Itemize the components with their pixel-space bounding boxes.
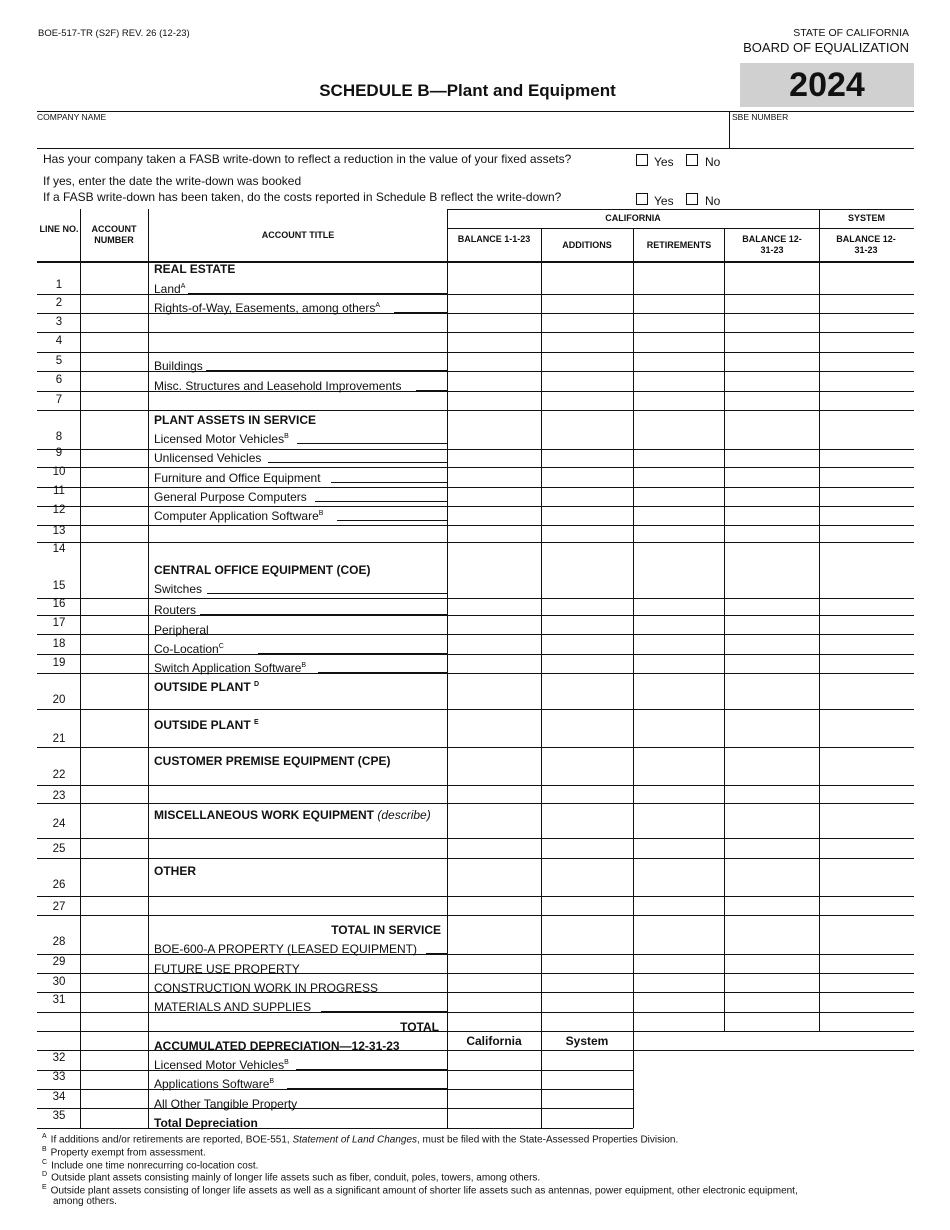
writedown-date-field[interactable] (330, 172, 610, 188)
fill-line-computer-software[interactable] (337, 520, 447, 521)
fill-line-routers[interactable] (200, 614, 447, 615)
line-number: 15 (52, 580, 66, 592)
line-number: 32 (52, 1052, 66, 1064)
title-switches: Switches (154, 582, 203, 596)
fill-line-buildings[interactable] (206, 370, 447, 371)
reflect-no-checkbox[interactable] (686, 193, 698, 205)
balance-end-header: BALANCE 12-31-23 (742, 234, 802, 255)
company-rule (37, 148, 914, 149)
section-plant-assets: PLANT ASSETS IN SERVICE (154, 413, 317, 427)
fill-line-materials-supplies[interactable] (321, 1011, 447, 1012)
fill-line-dep-applications-software[interactable] (287, 1088, 447, 1089)
line-number: 8 (55, 431, 63, 443)
writedown-date-question: If yes, enter the date the write-down was booked (43, 174, 302, 188)
row-rule (37, 896, 914, 897)
writedown-reflect-question: If a FASB write-down has been taken, do the costs reported in Schedule B reflect the write-down? (43, 190, 562, 204)
balance-start-header: BALANCE 1-1-23 (457, 234, 531, 244)
title-computer-software: Computer Application Software$^B$ (154, 509, 324, 523)
section-real-estate: REAL ESTATE (154, 262, 236, 276)
line-number: 23 (52, 790, 66, 802)
footnote-d: $^D$ Outside plant assets consisting mainly of longer life assets such as fiber, conduit, poles, towers, among others. (42, 1171, 541, 1184)
col-additions-divider (633, 228, 634, 1128)
line-number: 18 (52, 638, 66, 650)
line-number: 3 (55, 316, 63, 328)
state-label: STATE OF CALIFORNIA (793, 27, 909, 39)
row-rule (37, 525, 914, 526)
line-number: 35 (52, 1110, 66, 1122)
row-rule (37, 1128, 633, 1129)
fill-line-co-location[interactable] (258, 653, 447, 654)
col-title-divider (447, 209, 448, 1128)
line-no-header: LINE NO. (39, 224, 79, 234)
row-rule (37, 1070, 633, 1071)
row-rule (37, 709, 914, 710)
dep-system-header: System (565, 1034, 609, 1048)
company-name-label: COMPANY NAME (37, 112, 107, 122)
year-badge: 2024 (740, 63, 914, 107)
row-rule (37, 332, 914, 333)
line-number: 9 (55, 447, 63, 459)
fill-line-dep-licensed-vehicles[interactable] (296, 1069, 447, 1070)
account-number-header: ACCOUNT NUMBER (91, 224, 137, 245)
fill-line-misc-structures[interactable] (416, 390, 447, 391)
line-number: 13 (52, 525, 66, 537)
line-number: 12 (52, 504, 66, 516)
total-label: TOTAL (400, 1020, 439, 1034)
additions-header: ADDITIONS (562, 240, 612, 250)
row-rule (37, 858, 914, 859)
row-rule (37, 410, 914, 411)
section-outside-plant-d: OUTSIDE PLANT $^D$ (154, 680, 260, 694)
fasb-question: Has your company taken a FASB write-down to reflect a reduction in the value of your fixed assets? (43, 152, 572, 166)
row-rule (37, 803, 914, 804)
reflect-yes-label: Yes (654, 194, 674, 208)
line-number: 33 (52, 1071, 66, 1083)
fill-line-future-use[interactable] (308, 973, 447, 974)
section-coe: CENTRAL OFFICE EQUIPMENT (COE) (154, 563, 371, 577)
fill-line-unlicensed-vehicles[interactable] (268, 462, 447, 463)
title-dep-licensed-vehicles: Licensed Motor Vehicles$^B$ (154, 1058, 289, 1072)
fasb-yes-checkbox[interactable] (636, 154, 648, 166)
col-retirements-divider (724, 228, 725, 1031)
footnote-a: $^A$ If additions and/or retirements are reported, BOE-551, Statement of Land Changes, must be filed with the State-Assessed Properties Division. (42, 1133, 679, 1146)
fill-line-peripheral[interactable] (212, 634, 447, 635)
line-number: 28 (52, 936, 66, 948)
fasb-no-checkbox[interactable] (686, 154, 698, 166)
row-rule (37, 487, 914, 488)
fill-line-construction-wip[interactable] (388, 992, 447, 993)
california-header: CALIFORNIA (605, 213, 661, 223)
title-total-depreciation: Total Depreciation (154, 1116, 258, 1130)
col-account-number-divider (148, 209, 149, 1128)
section-cpe: CUSTOMER PREMISE EQUIPMENT (CPE) (154, 754, 391, 768)
row-rule (37, 352, 914, 353)
line-number: 24 (52, 818, 66, 830)
line-number: 34 (52, 1091, 66, 1103)
fill-line-licensed-vehicles[interactable] (297, 443, 447, 444)
line-number: 27 (52, 901, 66, 913)
line-number: 17 (52, 617, 66, 629)
row-rule (37, 915, 914, 916)
group-header-rule (447, 228, 914, 229)
row-rule (37, 598, 914, 599)
title-construction-wip: CONSTRUCTION WORK IN PROGRESS (154, 981, 379, 995)
line-number: 1 (55, 279, 63, 291)
row-rule (37, 467, 914, 468)
line-number: 2 (55, 297, 63, 309)
footnote-e-continued: among others. (53, 1196, 117, 1207)
line-number: 5 (55, 355, 63, 367)
company-sbe-divider (729, 111, 730, 148)
title-misc-structures: Misc. Structures and Leasehold Improvements (154, 379, 402, 393)
total-in-service-label: TOTAL IN SERVICE (331, 923, 441, 937)
line-number: 20 (52, 694, 66, 706)
fill-line-furniture[interactable] (331, 482, 447, 483)
row-rule (37, 542, 914, 543)
line-number: 4 (55, 335, 63, 347)
line-number: 22 (52, 769, 66, 781)
row-rule (37, 838, 914, 839)
line-number: 26 (52, 879, 66, 891)
section-accum-dep: ACCUMULATED DEPRECIATION—12-31-23 (154, 1039, 400, 1053)
form-id: BOE-517-TR (S2F) REV. 26 (12-23) (38, 28, 190, 39)
row-rule (37, 785, 914, 786)
dep-header-rule (447, 1050, 633, 1051)
fill-line-boe-600a[interactable] (426, 953, 447, 954)
section-other: OTHER (154, 864, 196, 878)
line-number: 25 (52, 843, 66, 855)
line-number: 14 (52, 543, 66, 555)
line-number: 31 (52, 994, 66, 1006)
col-balance-end-divider (819, 209, 820, 1031)
schedule-title: SCHEDULE B—Plant and Equipment (319, 81, 616, 100)
board-label: BOARD OF EQUALIZATION (743, 40, 909, 55)
fasb-no-label: No (705, 155, 721, 169)
table-header-top-rule (447, 209, 914, 210)
fill-line-land[interactable] (188, 293, 447, 294)
line-number: 7 (55, 394, 63, 406)
sbe-number-label: SBE NUMBER (732, 112, 789, 122)
row-rule (37, 747, 914, 748)
section-outside-plant-e: OUTSIDE PLANT $^E$ (154, 718, 259, 732)
row-rule (37, 1089, 633, 1090)
reflect-no-label: No (705, 194, 721, 208)
col-balance-start-divider (541, 228, 542, 1128)
sbe-number-field[interactable] (734, 124, 910, 146)
title-switch-software: Switch Application Software$^B$ (154, 661, 307, 675)
system-header: SYSTEM (847, 213, 885, 223)
line-number: 11 (53, 485, 65, 497)
col-line-no-divider (80, 209, 81, 1128)
dep-california-header: California (466, 1034, 522, 1048)
footnote-e: $^E$ Outside plant assets consisting of longer life assets as well as a significant amount of shorter life assets such as antennas, power equipment, other electronic equipment, (42, 1184, 798, 1197)
title-peripheral: Peripheral (154, 623, 209, 637)
account-title-header: ACCOUNT TITLE (261, 230, 335, 240)
line-number: 29 (52, 956, 66, 968)
title-co-location: Co-Location$^C$ (154, 642, 224, 656)
fill-line-general-computers[interactable] (315, 501, 447, 502)
footnote-c: $^C$ Include one time nonrecurring co-location cost. (42, 1159, 259, 1172)
reflect-yes-checkbox[interactable] (636, 193, 648, 205)
title-buildings: Buildings (154, 359, 203, 373)
title-dep-applications-software: Applications Software$^B$ (154, 1077, 275, 1091)
line-number: 16 (52, 598, 66, 610)
title-future-use: FUTURE USE PROPERTY (154, 962, 300, 976)
company-name-field[interactable] (40, 124, 726, 146)
title-unlicensed-vehicles: Unlicensed Vehicles (154, 451, 262, 465)
row-rule (37, 506, 914, 507)
section-misc-work: MISCELLANEOUS WORK EQUIPMENT (describe) (154, 808, 431, 822)
retirements-header: RETIREMENTS (646, 240, 712, 250)
line-number: 10 (52, 466, 66, 478)
title-licensed-vehicles: Licensed Motor Vehicles$^B$ (154, 432, 289, 446)
title-routers: Routers (154, 603, 197, 617)
line-number: 19 (52, 657, 66, 669)
title-dep-other-tangible: All Other Tangible Property (154, 1097, 298, 1111)
footnote-b: $^B$ Property exempt from assessment. (42, 1146, 206, 1159)
fill-line-rights-of-way[interactable] (394, 312, 447, 313)
line-number: 21 (52, 733, 66, 745)
fill-line-dep-other-tangible[interactable] (308, 1108, 447, 1109)
row-rule (37, 449, 914, 450)
line-number: 6 (55, 374, 63, 386)
title-land: Land$^A$ (154, 282, 186, 296)
fill-line-switch-software[interactable] (318, 672, 447, 673)
fasb-yes-label: Yes (654, 155, 674, 169)
title-furniture: Furniture and Office Equipment (154, 471, 321, 485)
fill-line-switches[interactable] (207, 593, 447, 594)
title-materials-supplies: MATERIALS AND SUPPLIES (154, 1000, 312, 1014)
title-rights-of-way: Rights-of-Way, Easements, among others$^A$ (154, 301, 381, 315)
line-number: 30 (52, 976, 66, 988)
system-balance-end-header: BALANCE 12-31-23 (836, 234, 896, 255)
title-boe-600a: BOE-600-A PROPERTY (LEASED EQUIPMENT) (154, 942, 417, 956)
title-general-computers: General Purpose Computers (154, 490, 307, 504)
